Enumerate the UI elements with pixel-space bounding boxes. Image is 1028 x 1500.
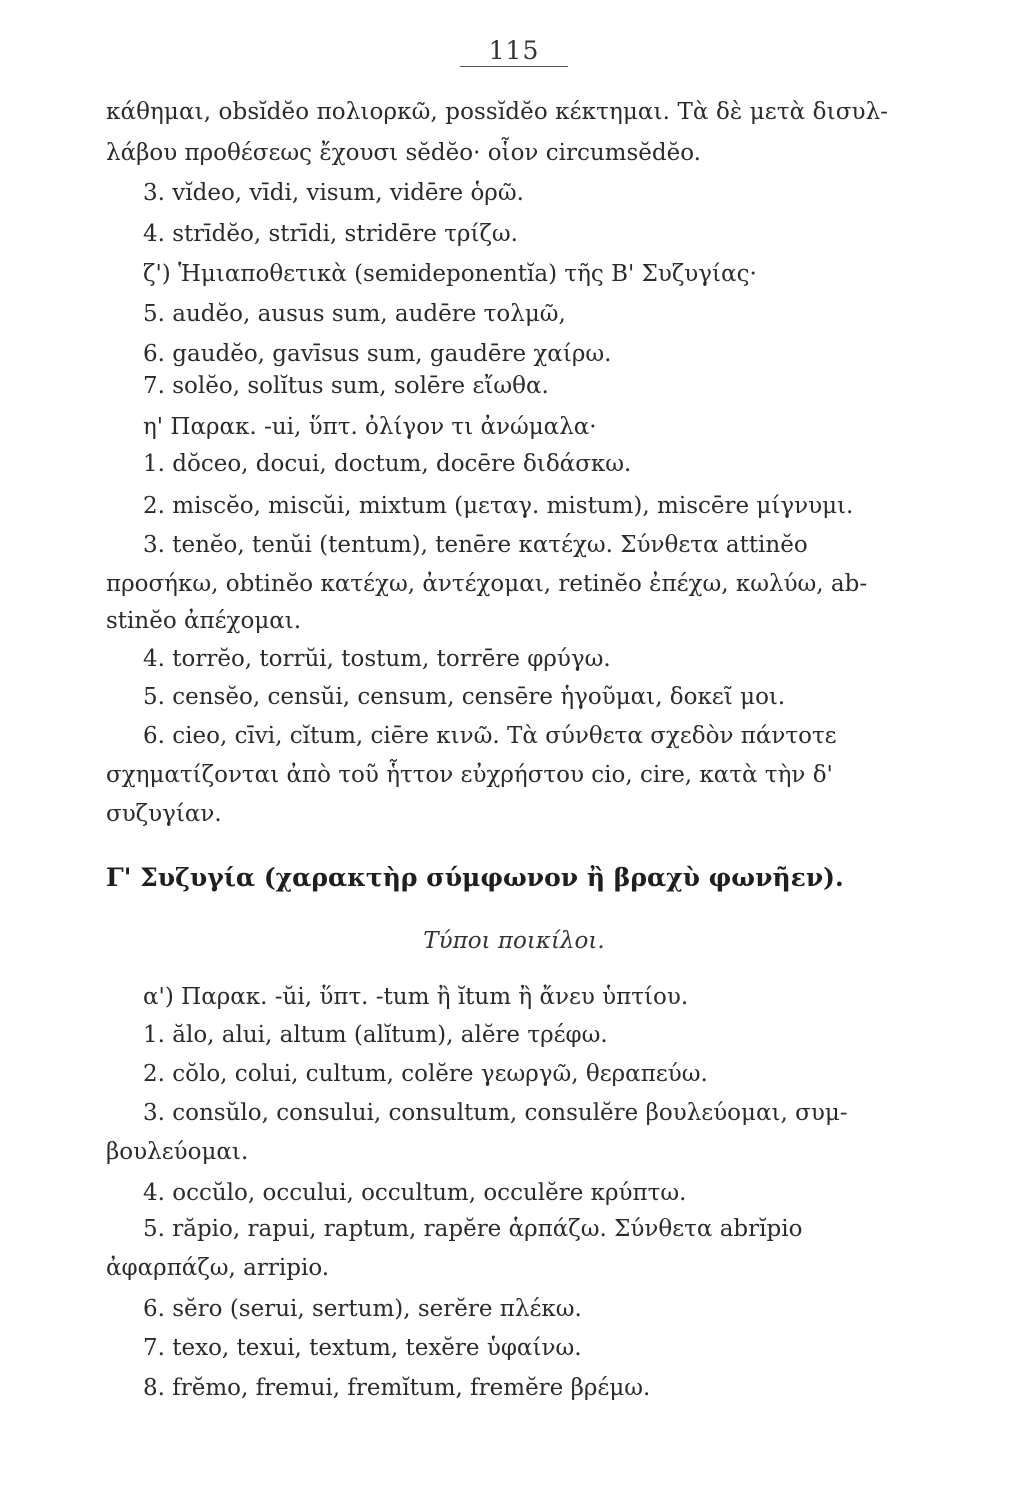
- text-line: 5. audĕo, ausus sum, audēre τολμῶ,: [143, 301, 566, 327]
- text-line: 1. ălo, alui, altum (alĭtum), alĕre τρέφω.: [143, 1022, 608, 1048]
- text-line: 5. censĕo, censŭi, censum, censēre ἡγοῦμαι, δοκεῖ μοι.: [143, 684, 786, 710]
- text-line: 2. miscĕo, miscŭi, mixtum (μεταγ. mistum), miscēre μίγνυμι.: [143, 493, 854, 519]
- text-line: ἀφαρπάζω, arripio.: [106, 1255, 330, 1281]
- section-heading: Γ' Συζυγία (χαρακτὴρ σύμφωνον ἢ βραχὺ φωνῆεν).: [106, 863, 844, 892]
- text-line: 8. frĕmo, fremui, fremĭtum, fremĕre βρέμω.: [143, 1375, 651, 1401]
- text-line: λάβου προθέσεως ἔχουσι sĕdĕo· οἷον circumsĕdĕo.: [106, 140, 701, 166]
- page-number-rule: [460, 66, 568, 67]
- text-line: 2. cŏlo, colui, cultum, colĕre γεωργῶ, θεραπεύω.: [143, 1061, 708, 1087]
- text-line: 7. solĕo, solĭtus sum, solēre εἴωθα.: [143, 373, 549, 399]
- text-line: 7. texo, texui, textum, texĕre ὑφαίνω.: [143, 1335, 582, 1361]
- text-line: η' Παρακ. -ui, ὕπτ. ὀλίγον τι ἀνώμαλα·: [143, 414, 597, 440]
- text-line: 4. torrĕo, torrŭi, tostum, torrēre φρύγω.: [143, 646, 611, 672]
- text-line: 6. gaudĕo, gavīsus sum, gaudēre χαίρω.: [143, 341, 612, 367]
- text-line: σχηματίζονται ἀπὸ τοῦ ἧττον εὐχρήστου cio, cire, κατὰ τὴν δ': [106, 762, 833, 788]
- text-line: 3. consŭlo, consului, consultum, consulĕre βουλεύομαι, συμ-: [143, 1100, 848, 1126]
- text-line: 4. occŭlo, occului, occultum, occulĕre κρύπτω.: [143, 1180, 687, 1206]
- text-line: stinĕo ἀπέχομαι.: [106, 608, 302, 634]
- text-line: ζ') Ἡμιαποθετικὰ (semideponentĭa) τῆς Β' Συζυγίας·: [143, 261, 757, 287]
- text-line: 5. răpio, rapui, raptum, rapĕre ἁρπάζω. Σύνθετα abrĭpio: [143, 1216, 803, 1242]
- text-line: 6. sĕro (serui, sertum), serĕre πλέκω.: [143, 1296, 582, 1322]
- text-line: α') Παρακ. -ŭi, ὕπτ. -tum ἢ ĭtum ἢ ἄνευ ὑπτίου.: [143, 984, 689, 1010]
- page-number: 115: [488, 36, 540, 65]
- text-line: συζυγίαν.: [106, 801, 222, 827]
- text-line: 1. dŏceo, docui, doctum, docēre διδάσκω.: [143, 451, 632, 477]
- text-line: κάθημαι, obsĭdĕo πολιορκῶ, possĭdĕo κέκτημαι. Τὰ δὲ μετὰ δισυλ-: [106, 99, 889, 125]
- text-line: 4. strīdĕo, strīdi, stridēre τρίζω.: [143, 221, 518, 247]
- text-line: προσήκω, obtinĕo κατέχω, ἀντέχομαι, retinĕo ἐπέχω, κωλύω, ab-: [106, 571, 868, 597]
- text-line: 3. vĭdeo, vīdi, visum, vidēre ὁρῶ.: [143, 180, 524, 206]
- text-line: βουλεύομαι.: [106, 1139, 249, 1165]
- section-subheading: Τύποι ποικίλοι.: [423, 928, 605, 954]
- text-line: 3. tenĕo, tenŭi (tentum), tenēre κατέχω. Σύνθετα attinĕo: [143, 532, 808, 558]
- text-line: 6. cieo, cīvi, cĭtum, ciēre κινῶ. Τὰ σύνθετα σχεδὸν πάντοτε: [143, 723, 837, 749]
